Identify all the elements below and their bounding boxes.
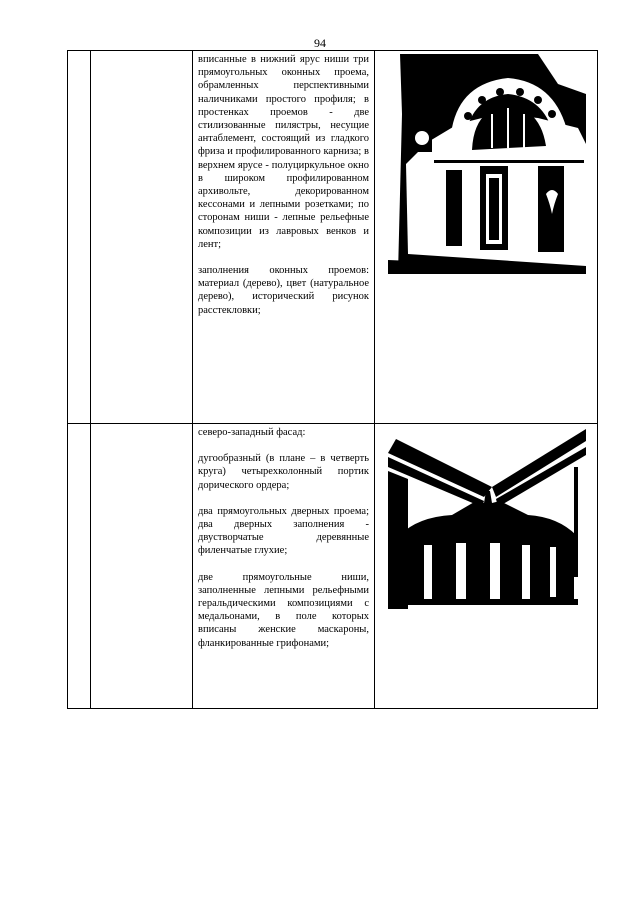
portico-photo-image [388, 427, 586, 609]
description-paragraph: два прямоугольных дверных проема; два дверных заполнения - двустворчатые деревянные филенчатые глухие; [198, 505, 369, 557]
photo-cell [375, 51, 598, 424]
description-paragraph: дугообразный (в плане – в четверть круга) четырехколонный портик дорического ордера; [198, 453, 369, 491]
table-row [68, 424, 598, 709]
arched-window-photo-image [388, 54, 586, 274]
photo-cell [375, 424, 598, 709]
number-cell [68, 424, 91, 709]
description-cell [193, 424, 375, 709]
number-cell [68, 51, 91, 424]
table-row [68, 51, 598, 424]
facade-photo [388, 54, 586, 274]
name-cell [91, 424, 193, 709]
description-paragraph: северо-западный фасад: [198, 427, 306, 438]
description-paragraph: две прямоугольные ниши, заполненные лепными рельефными геральдическими композициями с медальонами, в поле которых вписаны женские маскароны, фланкированные грифонами; [198, 571, 369, 649]
description-cell [193, 51, 375, 424]
description-paragraph: вписанные в нижний ярус ниши три прямоугольных оконных проема, обрамленных перспективными наличниками простого профиля; в простенках проемов - две стилизованные пилястры, несущие антаблемент, состоящий из гладкого фриза и профилированного карниза; в верхнем ярусе - полуциркульное окно в широком профилированном архивольте, декорированном кессонами и лепными розетками; по сторонам ниши - лепные рельефные композиции из лавровых венков и лент; [198, 54, 369, 250]
description-table [67, 50, 598, 709]
facade-photo [388, 427, 586, 609]
page-number: 94 [314, 36, 326, 50]
name-cell [91, 51, 193, 424]
description-paragraph: заполнения оконных проемов: материал (дерево), цвет (натуральное дерево), исторический рисунок расстекловки; [198, 265, 369, 316]
